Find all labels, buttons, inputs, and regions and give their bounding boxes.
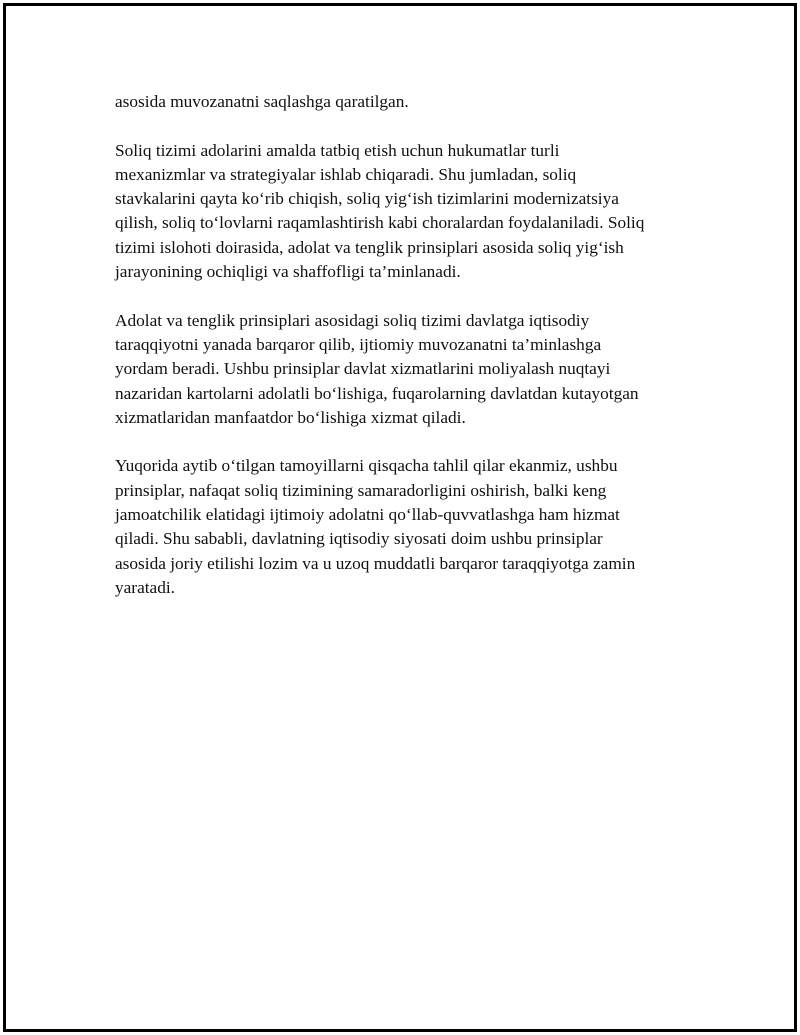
paragraph-1 bbox=[115, 90, 690, 114]
text-line: mexanizmlar va strategiyalar ishlab chiqaradi. Shu jumladan, soliq bbox=[115, 164, 577, 184]
text-line: yaratadi. bbox=[115, 577, 175, 597]
text-line: Soliq tizimi adolarini amalda tatbiq etish uchun hukumatlar turli bbox=[115, 140, 560, 160]
text-line: taraqqiyotni yanada barqaror qilib, ijtiomiy muvozanatni ta’minlashga bbox=[115, 334, 602, 354]
text-line: nazaridan kartolarni adolatli bo‘lishiga, fuqarolarning davlatdan kutayotgan bbox=[115, 383, 639, 403]
paragraph-3 bbox=[115, 309, 690, 430]
text-line: asosida muvozanatni saqlashga qaratilgan. bbox=[115, 92, 409, 111]
text-line: Yuqorida aytib o‘tilgan tamoyillarni qisqacha tahlil qilar ekanmiz, ushbu bbox=[115, 456, 618, 476]
text-line: stavkalarini qayta ko‘rib chiqish, soliq yig‘ish tizimlarini modernizatsiya bbox=[115, 189, 619, 209]
document-body bbox=[115, 90, 690, 625]
text-line: yordam beradi. Ushbu prinsiplar davlat xizmatlarini moliyalash nuqtayi bbox=[115, 359, 611, 379]
text-line: xizmatlaridan manfaatdor bo‘lishiga xizmat qiladi. bbox=[115, 407, 466, 427]
text-line: jarayonining ochiqligi va shaffofligi ta’minlanadi. bbox=[115, 262, 461, 282]
text-line: prinsiplar, nafaqat soliq tizimining samaradorligini oshirish, balki keng bbox=[115, 480, 607, 500]
text-line: Adolat va tenglik prinsiplari asosidagi soliq tizimi davlatga iqtisodiy bbox=[115, 310, 590, 330]
text-line: tizimi islohoti doirasida, adolat va tenglik prinsiplari asosida soliq yig‘ish bbox=[115, 237, 624, 257]
paragraph-4 bbox=[115, 454, 690, 600]
paragraph-2 bbox=[115, 139, 690, 285]
text-line: qilish, soliq to‘lovlarni raqamlashtirish kabi choralardan foydalaniladi. Soliq bbox=[115, 213, 645, 233]
text-line: asosida joriy etilishi lozim va u uzoq muddatli barqaror taraqqiyotga zamin bbox=[115, 553, 636, 573]
text-line: qiladi. Shu sababli, davlatning iqtisodiy siyosati doim ushbu prinsiplar bbox=[115, 529, 603, 549]
text-line: jamoatchilik elatidagi ijtimoiy adolatni qo‘llab-quvvatlashga ham hizmat bbox=[115, 505, 620, 525]
